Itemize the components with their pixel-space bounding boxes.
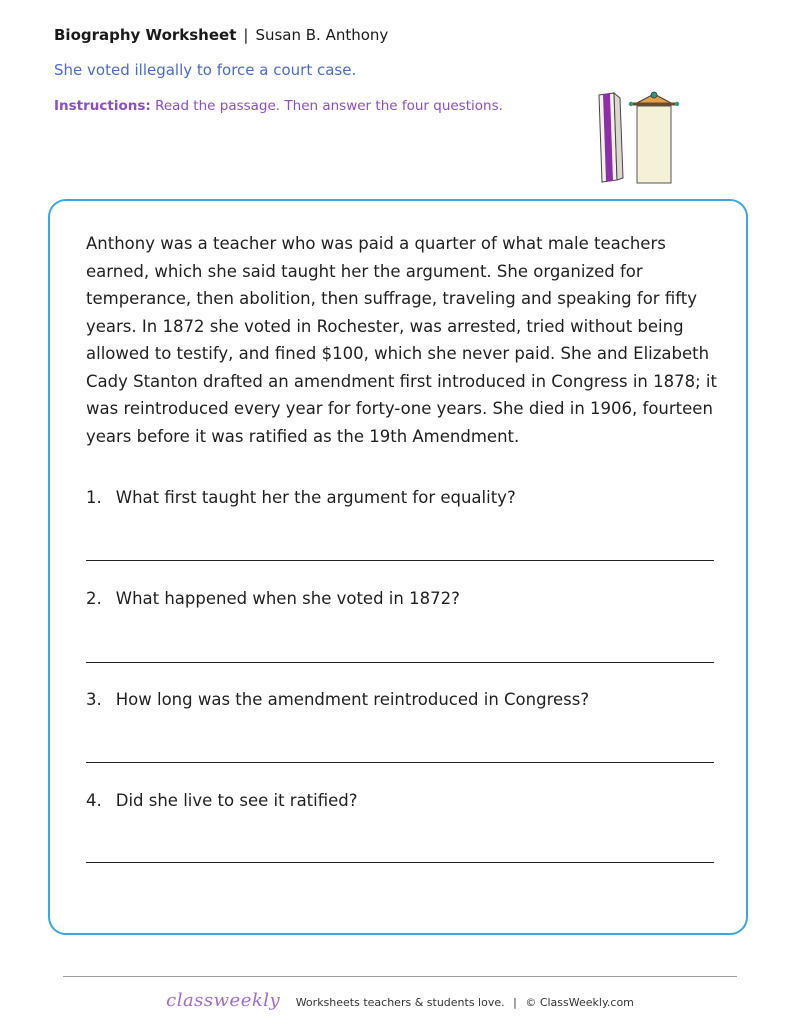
header-separator: |	[243, 26, 249, 44]
question-number: 4.	[86, 791, 102, 810]
footer-copyright: © ClassWeekly.com	[525, 996, 634, 1009]
question-number: 1.	[86, 488, 102, 507]
footer-divider	[63, 976, 737, 977]
answer-line-3[interactable]	[86, 762, 714, 763]
question-1	[86, 488, 516, 507]
question-4	[86, 791, 358, 810]
question-text: What first taught her the argument for equality?	[115, 488, 516, 507]
question-text: How long was the amendment reintroduced in Congress?	[115, 690, 590, 709]
page-footer	[0, 990, 800, 1011]
answer-line-1[interactable]	[86, 560, 714, 561]
banner-scroll-icon	[629, 92, 679, 183]
worksheet-subject: Susan B. Anthony	[255, 26, 389, 44]
brand-logo: classweekly	[166, 990, 281, 1011]
footer-separator: |	[513, 996, 517, 1009]
instructions-label: Instructions:	[54, 98, 151, 114]
question-number: 2.	[86, 589, 102, 608]
question-2	[86, 589, 460, 608]
instructions-text: Read the passage. Then answer the four questions.	[155, 98, 503, 114]
answer-line-4[interactable]	[86, 862, 714, 863]
suffrage-illustration	[590, 86, 680, 186]
worksheet-subtitle: She voted illegally to force a court case.	[54, 61, 357, 79]
instructions	[54, 98, 503, 114]
answer-line-2[interactable]	[86, 662, 714, 663]
question-text: What happened when she voted in 1872?	[115, 589, 460, 608]
question-text: Did she live to see it ratified?	[115, 791, 358, 810]
passage-text: Anthony was a teacher who was paid a quarter of what male teachers earned, which she said taught her the argument. She organized for temperance, then abolition, then suffrage, traveling and speaking for fifty years. In 1872 she voted in Rochester, was arrested, tried without being allowed to testify, and fined $100, which she never paid. She and Elizabeth Cady Stanton drafted an amendment first introduced in Congress in 1878; it was reintroduced every year for forty-one years. She died in 1906, fourteen years before it was ratified as the 19th Amendment.	[86, 234, 717, 446]
question-3	[86, 690, 589, 709]
worksheet-title: Biography Worksheet	[54, 26, 237, 44]
worksheet-header	[54, 26, 388, 44]
question-number: 3.	[86, 690, 102, 709]
suffrage-sash-icon	[599, 93, 623, 182]
footer-tagline: Worksheets teachers & students love.	[295, 996, 505, 1009]
